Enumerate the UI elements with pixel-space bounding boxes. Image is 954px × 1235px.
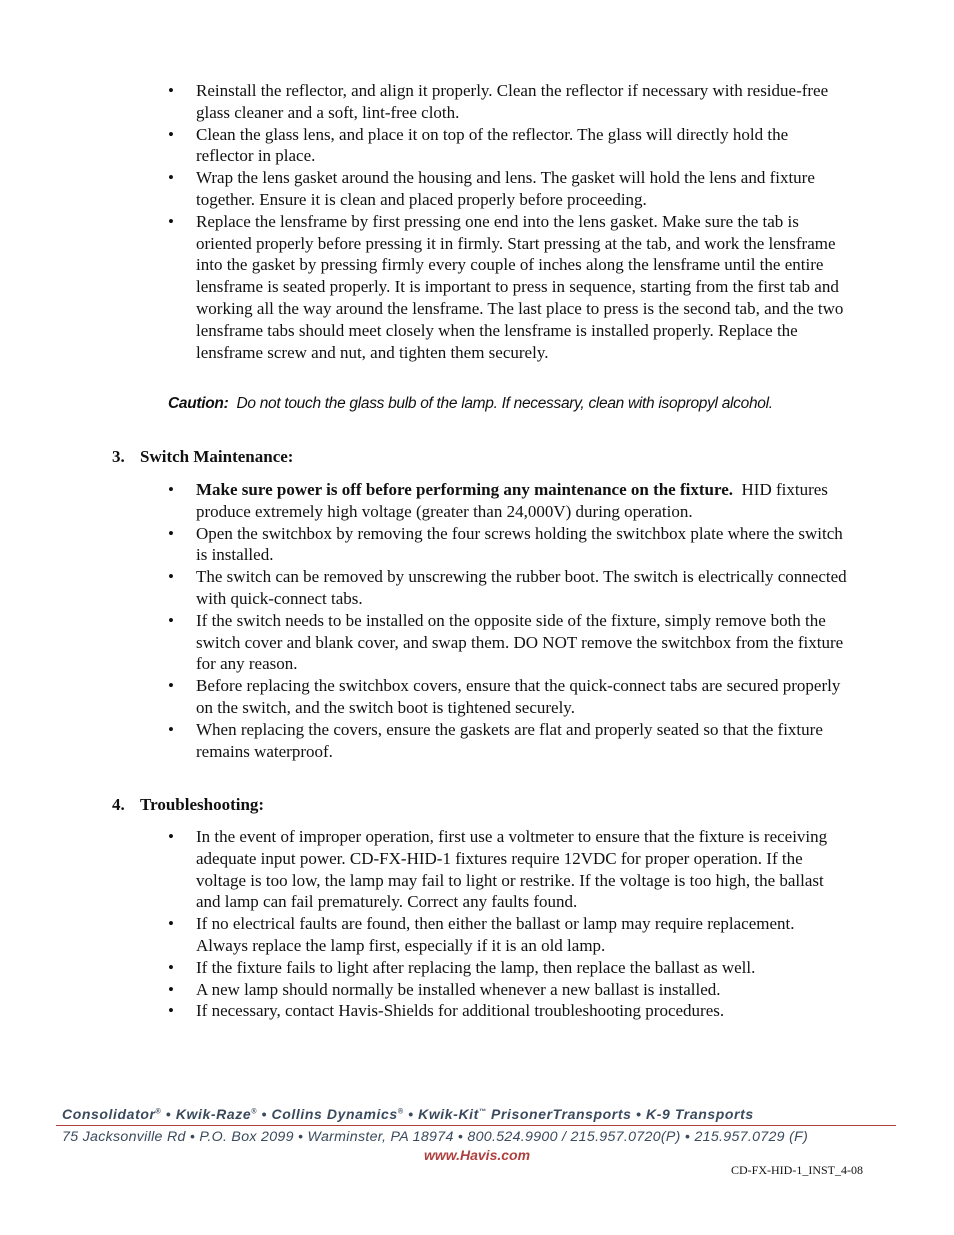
troubleshooting-list: [168, 826, 848, 1022]
brand-name: Consolidator: [62, 1106, 156, 1122]
separator: •: [408, 1106, 414, 1122]
document-id: CD-FX-HID-1_INST_4-08: [731, 1163, 863, 1177]
list-item: • In the event of improper operation, first use a voltmeter to ensure that the fixture is receiving adequate input power. CD-FX-HID-1 fixtures require 12VDC for proper operation. If the voltage is too low, the lamp may fail to light or restrike. If the voltage is too high, the ballast and lamp can fail prematurely. Correct any faults found.: [168, 826, 848, 913]
section-title: Switch Maintenance:: [140, 447, 294, 466]
caution-label: Caution:: [168, 395, 229, 412]
brand-name: Kwik-Kit: [418, 1106, 479, 1122]
section-title: Troubleshooting:: [140, 795, 265, 814]
footer-brand-line: [62, 1106, 902, 1122]
footer-divider: [56, 1125, 896, 1126]
caution-note: [168, 395, 868, 413]
section-heading-troubleshooting: [112, 795, 264, 815]
registered-mark: ®: [251, 1108, 257, 1116]
caution-text: Do not touch the glass bulb of the lamp. If necessary, clean with isopropyl alcohol.: [236, 395, 773, 412]
list-item: • When replacing the covers, ensure the gaskets are flat and properly seated so that the fixture remains waterproof.: [168, 719, 848, 763]
list-item: • If the switch needs to be installed on the opposite side of the fixture, simply remove both the switch cover and blank cover, and swap them. DO NOT remove the switchbox from the fixture for any reason.: [168, 610, 848, 675]
separator: •: [165, 1106, 172, 1122]
list-item: • If necessary, contact Havis-Shields for additional troubleshooting procedures.: [168, 1000, 848, 1022]
list-item: • Clean the glass lens, and place it on top of the reflector. The glass will directly hold the reflector in place.: [168, 124, 848, 168]
list-item: • If the fixture fails to light after replacing the lamp, then replace the ballast as well.: [168, 957, 848, 979]
bold-warning: Make sure power is off before performing any maintenance on the fixture.: [196, 480, 734, 499]
brand-name: PrisonerTransports: [491, 1106, 632, 1122]
lensframe-steps-list: [168, 80, 848, 363]
list-item: • Open the switchbox by removing the four screws holding the switchbox plate where the switch is installed.: [168, 523, 848, 567]
list-item: • A new lamp should normally be installed whenever a new ballast is installed.: [168, 979, 848, 1001]
footer-address: 75 Jacksonville Rd • P.O. Box 2099 • Warminster, PA 18974 • 800.524.9900 / 215.957.0720(P) • 215.957.0729 (F): [62, 1129, 809, 1145]
separator: •: [261, 1106, 268, 1122]
footer-website-link[interactable]: www.Havis.com: [423, 1147, 531, 1163]
trademark-mark: ™: [478, 1108, 487, 1116]
list-item: • Reinstall the reflector, and align it properly. Clean the reflector if necessary with residue-free glass cleaner and a soft, lint-free cloth.: [168, 80, 848, 124]
switch-maintenance-list: [168, 479, 848, 762]
separator: •: [636, 1106, 642, 1122]
brand-name: Collins Dynamics: [271, 1106, 398, 1122]
registered-mark: ®: [397, 1108, 404, 1116]
brand-name: Kwik-Raze: [175, 1106, 252, 1122]
section-heading-switch-maintenance: [112, 447, 293, 467]
section-number: 3.: [112, 447, 125, 466]
list-item: [168, 479, 848, 523]
brand-name: K-9 Transports: [646, 1106, 754, 1122]
list-item: • The switch can be removed by unscrewing the rubber boot. The switch is electrically connected with quick-connect tabs.: [168, 566, 848, 610]
list-item: • Before replacing the switchbox covers, ensure that the quick-connect tabs are secured properly on the switch, and the switch boot is tightened securely.: [168, 675, 848, 719]
registered-mark: ®: [155, 1108, 162, 1116]
section-number: 4.: [112, 795, 125, 814]
list-item: • Replace the lensframe by first pressing one end into the lens gasket. Make sure the tab is oriented properly before pressing it in firmly. Start pressing at the tab, and work the lensframe into the gasket by pressing firmly every couple of inches along the lensframe until the entire lensframe is seated properly. It is important to press in sequence, starting from the first tab and working all the way around the lensframe. The last place to press is the second tab, and the two lensframe tabs should meet closely when the lensframe is installed properly. Replace the lensframe screw and nut, and tighten them securely.: [168, 211, 848, 364]
list-item: • Wrap the lens gasket around the housing and lens. The gasket will hold the lens and fixture together. Ensure it is clean and placed properly before proceeding.: [168, 167, 848, 211]
warning-detail: HID fixtures produce extremely high voltage (greater than 24,000V) during operation.: [196, 480, 828, 521]
list-item: • If no electrical faults are found, then either the ballast or lamp may require replacement. Always replace the lamp first, especially if it is an old lamp.: [168, 913, 848, 957]
